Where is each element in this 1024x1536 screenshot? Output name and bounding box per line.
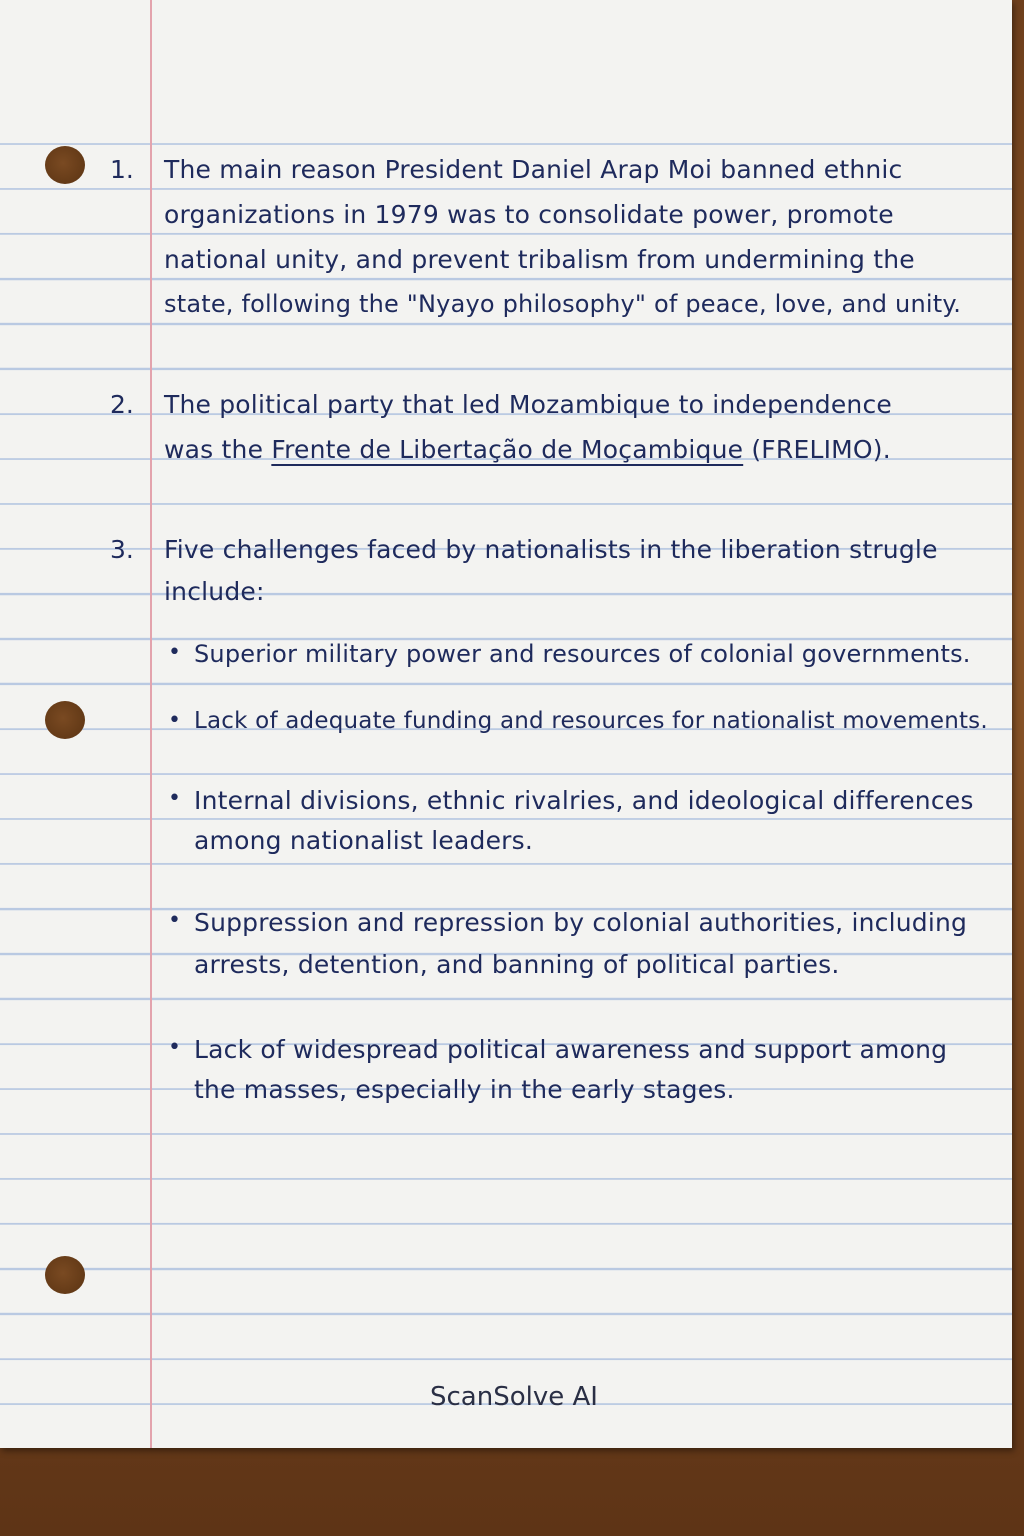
answer-2-suffix: (FRELIMO). (743, 435, 891, 464)
item-number: 1. (110, 155, 134, 184)
bullet-line: Lack of adequate funding and resources for nationalist movements. (194, 708, 988, 734)
bullet-icon: • (168, 786, 181, 811)
bullet-icon: • (168, 708, 181, 733)
bullet-line: among nationalist leaders. (194, 826, 534, 855)
bullet-line: Internal divisions, ethnic rivalries, and ideological differences (194, 786, 974, 815)
margin-line (150, 0, 152, 1448)
bullet-icon: • (168, 908, 181, 933)
bullet-line: arrests, detention, and banning of political parties. (194, 950, 840, 979)
answer-1-line: state, following the "Nyayo philosophy" of peace, love, and unity. (164, 290, 962, 318)
bullet-icon: • (168, 1035, 181, 1060)
answer-1-line: organizations in 1979 was to consolidate power, promote (164, 200, 894, 229)
footer-watermark: ScanSolve AI (430, 1382, 598, 1412)
bullet-icon: • (168, 640, 181, 665)
bullet-line: Superior military power and resources of colonial governments. (194, 640, 971, 668)
bullet-line: Suppression and repression by colonial authorities, including (194, 908, 968, 937)
answer-1-line: The main reason President Daniel Arap Moi banned ethnic (164, 155, 903, 184)
answer-2-line: The political party that led Mozambique to independence (164, 390, 892, 419)
answer-2-prefix: was the (164, 435, 272, 464)
frelimo-full-name: Frente de Libertação de Moçambique (271, 435, 744, 464)
answer-3-line: include: (164, 577, 265, 606)
bullet-line: the masses, especially in the early stages. (194, 1075, 735, 1104)
punch-hole (45, 1256, 85, 1294)
answer-2-line (164, 435, 891, 464)
punch-hole (45, 146, 85, 184)
answer-3-line: Five challenges faced by nationalists in the liberation strugle (164, 535, 938, 564)
item-number: 2. (110, 390, 134, 419)
punch-hole (45, 701, 85, 739)
bullet-line: Lack of widespread political awareness and support among (194, 1035, 948, 1064)
item-number: 3. (110, 535, 134, 564)
answer-1-line: national unity, and prevent tribalism from undermining the (164, 245, 915, 274)
